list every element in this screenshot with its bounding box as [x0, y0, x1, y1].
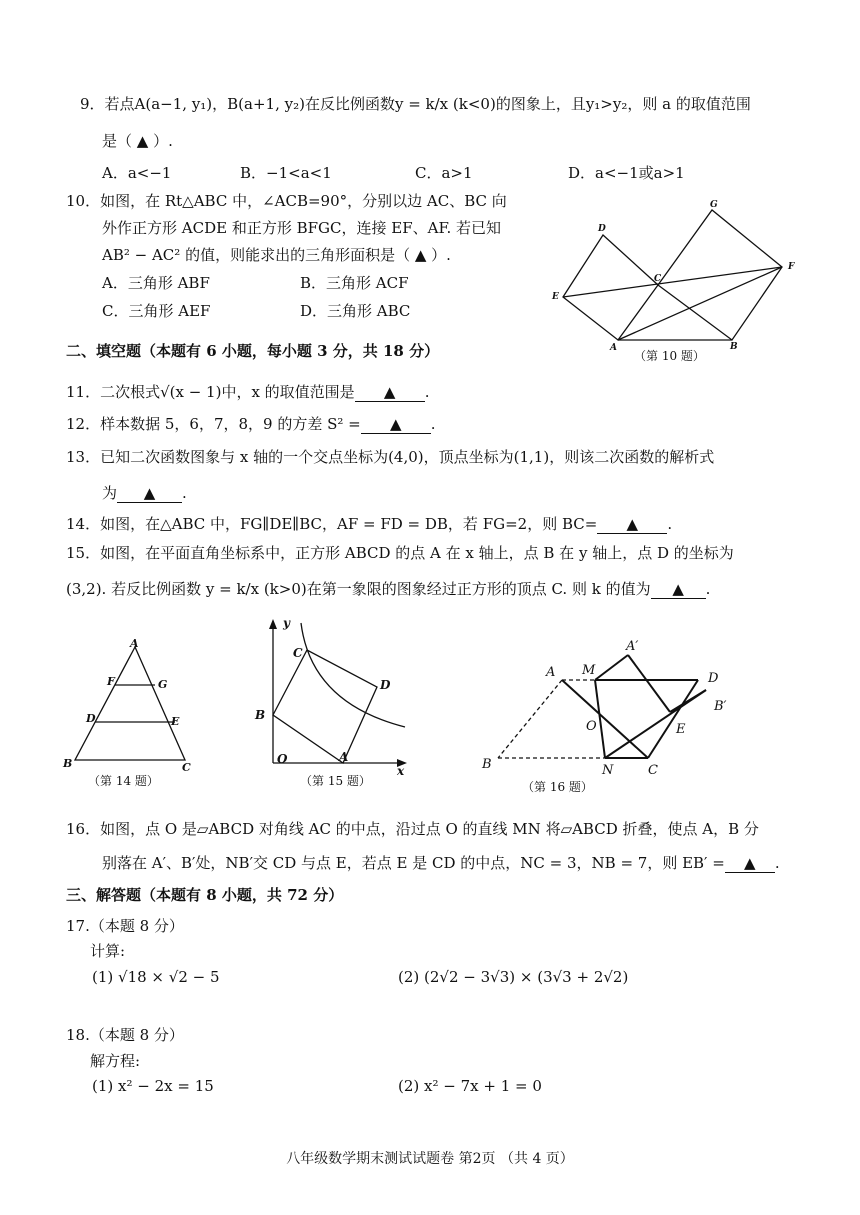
q9-line1: 9．若点A(a−1, y₁)，B(a+1, y₂)在反比例函数y = k/x (k<0)的图象上，且y₁>y₂，则 a 的取值范围 [80, 95, 751, 113]
q16-blank: ▲ [725, 854, 775, 873]
q15-line2: (3,2). 若反比例函数 y = k/x (k>0)在第一象限的图象经过正方形的顶点 C. 则 k 的值为 ▲ . [66, 580, 711, 598]
fig15-label-d: D [380, 678, 391, 692]
q17-head: 17.（本题 8 分） [66, 917, 184, 935]
q12-blank: ▲ [361, 415, 431, 434]
q18-instruction: 解方程: [90, 1052, 141, 1070]
fig16-label-a-prime: A′ [626, 639, 639, 654]
q15-line1: 15．如图，在平面直角坐标系中，正方形 ABCD 的点 A 在 x 轴上，点 B 在 y 轴上，点 D 的坐标为 [66, 544, 734, 562]
figure-15 [245, 615, 415, 780]
q10-option-d: D．三角形 ABC [300, 302, 411, 320]
figure-14 [55, 635, 205, 775]
fig16-label-c: C [648, 763, 658, 778]
q10-line3: AB² − AC² 的值，则能求出的三角形面积是（ ▲ ）. [102, 246, 451, 264]
q10-option-a: A．三角形 ABF [102, 274, 210, 292]
q9-option-a: A．a<−1 [102, 164, 172, 182]
fig15-label-c: C [293, 646, 303, 660]
q9-option-c: C．a>1 [415, 164, 473, 182]
fig10-label-c: C [654, 274, 662, 284]
fig10-label-f: F [788, 262, 795, 272]
fig14-label-g: G [158, 678, 168, 691]
q17-part1: (1) √18 × √2 − 5 [92, 968, 220, 986]
fig10-caption: （第 10 题） [634, 349, 705, 363]
fig10-label-d: D [598, 224, 606, 234]
page-footer: 八年级数学期末测试试题卷 第2页 （共 4 页） [286, 1151, 574, 1167]
fig15-label-y: y [283, 616, 290, 630]
q11-blank: ▲ [355, 383, 425, 402]
q9-option-b: B．−1<a<1 [240, 164, 332, 182]
fig10-label-g: G [710, 200, 718, 210]
fig16-label-a: A [546, 665, 556, 680]
q9-line2: 是（ ▲ ）. [102, 132, 173, 150]
q13-line1: 13．已知二次函数图象与 x 轴的一个交点坐标为(4,0)，顶点坐标为(1,1)，则该二次函数的解析式 [66, 448, 715, 466]
q14-blank: ▲ [597, 515, 667, 534]
fig16-label-m: M [582, 663, 596, 678]
fig10-label-b: B [730, 342, 738, 352]
q17-instruction: 计算: [90, 942, 126, 960]
fig16-label-o: O [586, 719, 597, 734]
fig10-label-e: E [552, 292, 559, 302]
q15-blank: ▲ [651, 580, 706, 599]
q11-text: 11．二次根式√(x − 1)中，x 的取值范围是 ▲ . [66, 383, 430, 401]
fig15-label-b: B [255, 708, 266, 722]
q14-text: 14．如图，在△ABC 中，FG∥DE∥BC，AF = FD = DB，若 FG=2，则 BC= ▲ . [66, 515, 673, 533]
fig16-label-d: D [708, 671, 719, 686]
section3-title: 三、解答题（本题有 8 小题，共 72 分） [66, 886, 344, 904]
fig15-label-o: O [277, 752, 288, 766]
fig16-label-n: N [602, 763, 614, 778]
fig14-label-c: C [182, 761, 191, 774]
q13-line2: 为 ▲ . [102, 484, 187, 502]
fig14-label-b: B [63, 757, 73, 770]
section2-title: 二、填空题（本题有 6 小题，每小题 3 分，共 18 分） [66, 342, 440, 360]
q10-line2: 外作正方形 ACDE 和正方形 BFGC，连接 EF、AF. 若已知 [102, 219, 502, 237]
q12-text: 12．样本数据 5，6，7，8，9 的方差 S² = ▲ . [66, 415, 436, 433]
fig16-caption: （第 16 题） [522, 780, 593, 794]
q18-part2: (2) x² − 7x + 1 = 0 [398, 1077, 542, 1095]
q18-head: 18.（本题 8 分） [66, 1026, 184, 1044]
figure-16 [470, 630, 750, 780]
fig16-label-b: B [482, 757, 492, 772]
q16-line1: 16．如图，点 O 是▱ABCD 对角线 AC 的中点，沿过点 O 的直线 MN 将▱ABCD 折叠，使点 A，B 分 [66, 820, 759, 838]
q17-part2: (2) (2√2 − 3√3) × (3√3 + 2√2) [398, 968, 629, 986]
fig15-label-x: x [397, 764, 405, 778]
q13-blank: ▲ [117, 484, 182, 503]
q9-option-d: D．a<−1或a>1 [568, 164, 685, 182]
fig14-label-f: F [107, 675, 115, 688]
q10-line1: 10．如图，在 Rt△ABC 中，∠ACB=90°，分别以边 AC、BC 向 [66, 192, 507, 210]
fig14-label-e: E [171, 715, 180, 728]
q18-part1: (1) x² − 2x = 15 [92, 1077, 214, 1095]
q10-option-b: B．三角形 ACF [300, 274, 409, 292]
q10-option-c: C．三角形 AEF [102, 302, 211, 320]
fig15-label-a: A [339, 750, 349, 764]
fig10-label-a: A [610, 343, 617, 353]
fig14-label-a: A [130, 637, 139, 650]
fig14-caption: （第 14 题） [88, 774, 159, 788]
fig14-label-d: D [86, 712, 96, 725]
fig16-label-e: E [676, 722, 686, 737]
fig15-caption: （第 15 题） [300, 774, 371, 788]
q16-line2: 别落在 A′、B′处，NB′交 CD 与点 E，若点 E 是 CD 的中点，NC = 3，NB = 7，则 EB′ = ▲ . [102, 854, 780, 872]
figure-10 [550, 195, 810, 360]
fig16-label-b-prime: B′ [714, 699, 727, 714]
